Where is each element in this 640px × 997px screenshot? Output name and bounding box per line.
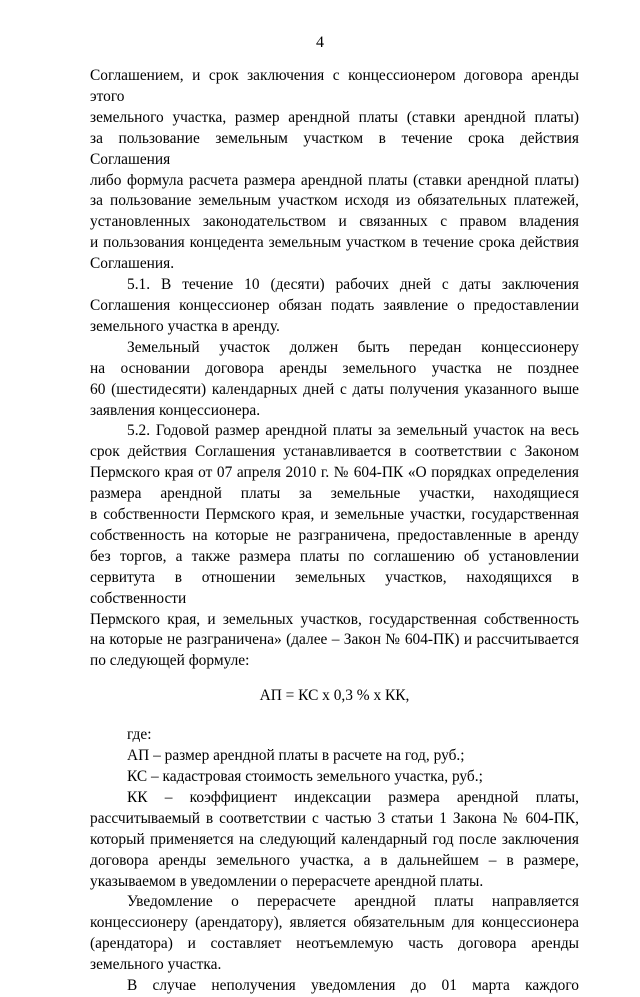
- body-line: 5.2. Годовой размер арендной платы за земельный участок на весь: [127, 422, 579, 440]
- page-number: 4: [316, 34, 324, 51]
- body-line: Пермского края, и земельных участков, государственная собственность: [90, 610, 579, 628]
- body-line: Соглашения концессионер обязан подать заявление о предоставлении: [90, 296, 579, 314]
- document-body: [90, 66, 579, 997]
- body-line: КК – коэффициент индексации размера арендной платы,: [127, 788, 579, 806]
- body-line: Земельный участок должен быть передан концессионеру: [127, 338, 579, 356]
- body-line: земельного участка.: [90, 956, 222, 974]
- body-line: установленных законодательством и связанных с правом владения: [90, 213, 579, 231]
- body-line: по следующей формуле:: [90, 652, 250, 670]
- body-line: рассчитываемый в соответствии с частью 3 статьи 1 Закона № 604-ПК,: [90, 809, 579, 827]
- body-line: размера арендной платы за земельные участки, находящиеся: [90, 485, 579, 503]
- body-line: 5.1. В течение 10 (десяти) рабочих дней с даты заключения: [127, 276, 579, 294]
- body-line: собственность на которые не разграничена, предоставленные в аренду: [90, 526, 579, 544]
- body-line: договора аренды земельного участка, а в дальнейшем – в размере,: [90, 851, 579, 869]
- body-line: Пермского края от 07 апреля 2010 г. № 604-ПК «О порядках определения: [90, 464, 579, 482]
- body-line: за пользование земельным участком исходя из обязательных платежей,: [90, 192, 579, 210]
- body-line: срок действия Соглашения устанавливается в соответствии с Законом: [90, 443, 579, 461]
- body-line: и пользования концедента земельным участком в течение срока действия: [90, 234, 579, 252]
- body-line: на которые не разграничена» (далее – Закон № 604-ПК) и рассчитывается: [90, 631, 579, 649]
- body-line: сервитута в отношении земельных участков, находящихся в собственности: [90, 568, 579, 607]
- where-label: где:: [127, 726, 152, 744]
- body-line: Уведомление о перерасчете арендной платы направляется: [127, 893, 579, 911]
- body-line: 60 (шестидесяти) календарных дней с даты получения указанного выше: [90, 380, 579, 398]
- definition-ks: КС – кадастровая стоимость земельного участка, руб.;: [127, 768, 483, 785]
- body-line: В случае неполучения уведомления до 01 марта каждого: [127, 977, 579, 995]
- formula: АП = КС х 0,3 % х КК,: [259, 687, 410, 705]
- body-line: Соглашением, и срок заключения с концессионером договора аренды этого: [90, 67, 579, 105]
- body-line: который применяется на следующий календарный год после заключения: [90, 830, 579, 848]
- body-line: (арендатора) и составляет неотъемлемую часть договора аренды: [90, 935, 579, 953]
- body-line: земельного участка, размер арендной платы (ставки арендной платы): [90, 108, 579, 126]
- body-line: Соглашения.: [90, 255, 175, 273]
- definition-ap: АП – размер арендной платы в расчете на год, руб.;: [127, 747, 465, 765]
- body-line: указываемом в уведомлении о перерасчете арендной платы.: [90, 872, 484, 890]
- body-line: либо формула расчета размера арендной платы (ставки арендной платы): [90, 171, 579, 189]
- body-line: земельного участка в аренду.: [90, 317, 280, 335]
- body-line: без торгов, а также размера платы по соглашению об установлении: [90, 547, 579, 565]
- body-line: на основании договора аренды земельного участка не позднее: [90, 359, 579, 377]
- body-line: концессионеру (арендатору), является обязательным для концессионера: [90, 914, 579, 932]
- body-line: заявления концессионера.: [90, 401, 261, 419]
- body-line: в собственности Пермского края, и земельные участки, государственная: [90, 506, 579, 524]
- body-line: за пользование земельным участком в течение срока действия Соглашения: [90, 129, 579, 168]
